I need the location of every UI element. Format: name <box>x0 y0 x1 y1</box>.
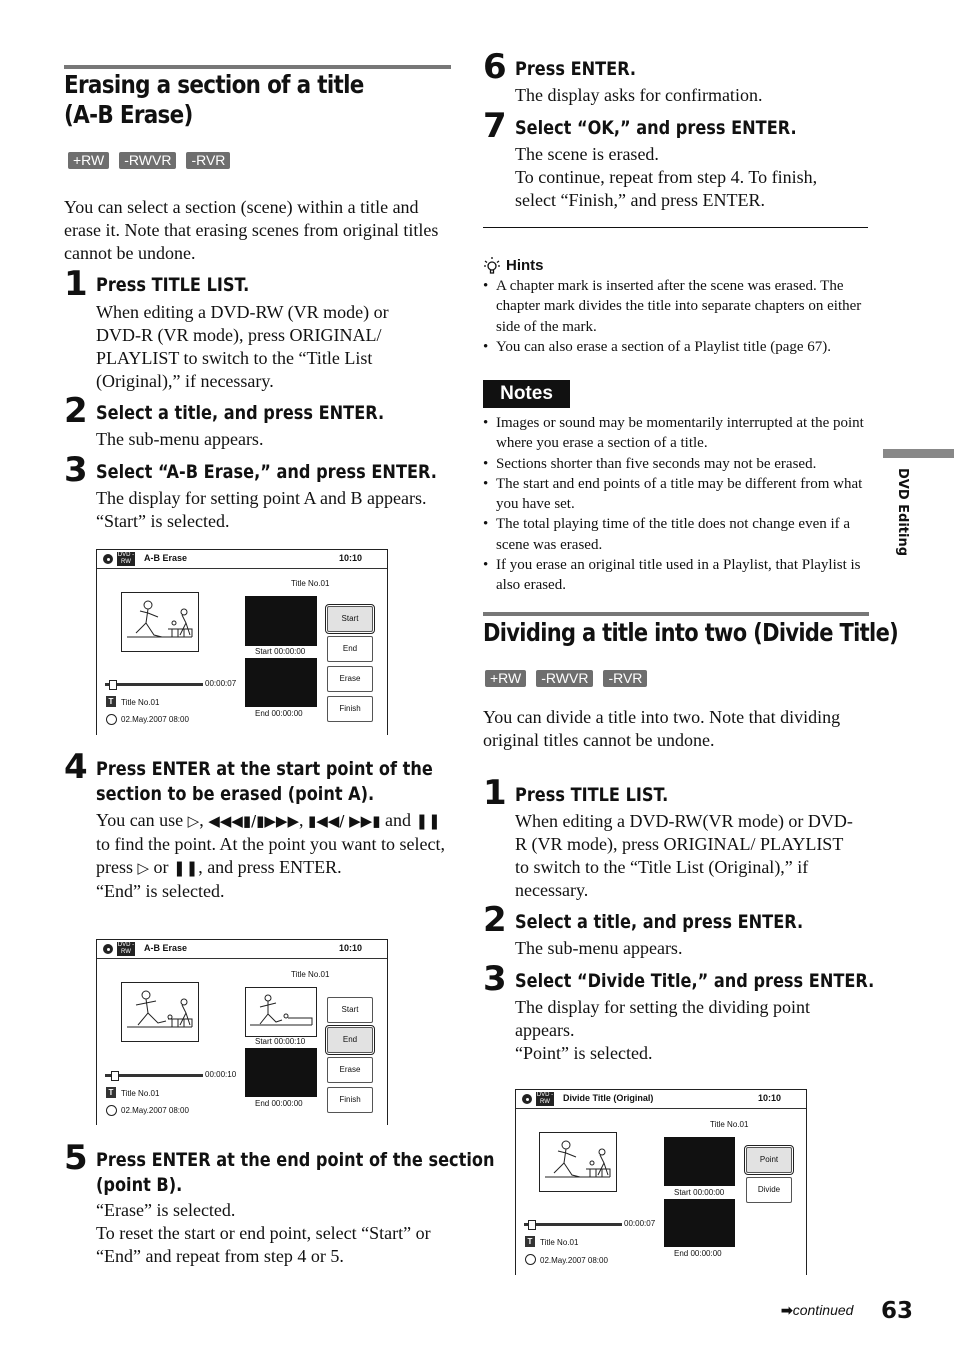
time-counter: 00:00:10 <box>205 1070 237 1079</box>
hints-header: Hints <box>483 255 544 275</box>
pause-icon: ❚❚ <box>415 812 441 830</box>
screen-title: Divide Title (Original) <box>563 1093 654 1103</box>
progress-bar <box>105 1074 203 1077</box>
start-button[interactable]: Start <box>327 997 373 1023</box>
step-body: When editing a DVD-RW(VR mode) or DVD-R (VR mode), press ORIGINAL/ PLAYLIST to switch to the “Title List (Original),” if necessary. <box>515 811 853 900</box>
section-title: Erasing a section of a title (A-B Erase) <box>64 70 364 129</box>
badge-r-vr: -RVR <box>603 670 647 687</box>
start-point-preview <box>664 1137 735 1186</box>
divide-button[interactable]: Divide <box>746 1177 792 1203</box>
end-point-preview <box>245 658 317 707</box>
step-body: You can use ▷, ◀◀◀▮/▮▶▶▶, ▮◀◀/ ▶▶▮ and ❚❚ to find the point. At the point you want to select, press ▷ or ❚❚, and press ENTER. “End” is selected. <box>96 810 445 901</box>
arrow-right-icon: ➡ <box>781 1302 793 1318</box>
screen-title: A-B Erase <box>144 943 188 953</box>
screen-title-bar <box>97 550 387 569</box>
step-heading: Select “OK,” and press ENTER. <box>515 117 797 139</box>
title-icon: T <box>106 1087 116 1098</box>
title-info: Title No.01 <box>121 698 160 707</box>
screen-clock: 10:10 <box>339 553 363 563</box>
step-body: The scene is erased. To continue, repeat from step 4. To finish, select “Finish,” and press ENTER. <box>515 144 818 210</box>
record-date: 02.May.2007 08:00 <box>121 1106 189 1115</box>
step-heading: Press TITLE LIST. <box>96 274 250 296</box>
preview-thumbnail <box>121 592 199 652</box>
title-info: Title No.01 <box>121 1089 160 1098</box>
end-point-preview <box>245 1048 317 1097</box>
soccer-player-image <box>246 988 316 1036</box>
step-heading: Select “Divide Title,” and press ENTER. <box>515 970 875 992</box>
screen-clock: 10:10 <box>758 1093 782 1103</box>
badge-rw-vr: -RWVR <box>119 152 176 169</box>
step-heading: Select a title, and press ENTER. <box>515 911 804 933</box>
clock-icon <box>106 714 117 725</box>
title-number: Title No.01 <box>291 579 330 588</box>
step-number: 5 <box>64 1138 88 1178</box>
chapter-tab <box>883 449 954 458</box>
dvd-rw-logo: DVD -RW <box>536 1092 554 1105</box>
step-heading: Press ENTER at the start point of the section to be erased (point A). <box>96 758 433 805</box>
badge-rw-vr: -RWVR <box>536 670 593 687</box>
end-point-label: End 00:00:00 <box>674 1249 722 1258</box>
step-number: 4 <box>64 747 88 787</box>
osd-screen-ab-erase-start <box>96 549 388 735</box>
step-number: 2 <box>64 391 88 431</box>
lightbulb-icon <box>483 255 501 275</box>
disc-icon <box>103 554 113 564</box>
disc-icon <box>522 1094 532 1104</box>
end-button[interactable]: End <box>327 636 373 662</box>
chapter-side-label: DVD Editing <box>895 468 910 557</box>
badge-r-vr: -RVR <box>186 152 230 169</box>
previous-next-icon: ▮◀◀/ ▶▶▮ <box>308 812 381 830</box>
dvd-rw-logo: DVD -RW <box>117 942 135 955</box>
step-heading: Press ENTER at the end point of the section (point B). <box>96 1149 495 1196</box>
play-icon: ▷ <box>187 812 200 830</box>
erase-button[interactable]: Erase <box>327 1057 373 1083</box>
rewind-fast-forward-icon: ◀◀◀▮/▮▶▶▶ <box>208 812 299 830</box>
disc-badges <box>68 152 230 169</box>
step-number: 6 <box>483 47 507 87</box>
step-heading: Press TITLE LIST. <box>515 784 669 806</box>
end-point-label: End 00:00:00 <box>255 709 303 718</box>
erase-button[interactable]: Erase <box>327 666 373 692</box>
disc-icon <box>103 944 113 954</box>
step-number: 1 <box>483 773 507 813</box>
end-button[interactable]: End <box>327 1027 373 1053</box>
start-point-label: Start 00:00:00 <box>255 647 306 656</box>
finish-button[interactable]: Finish <box>327 1087 373 1113</box>
hint-item: • A chapter mark is inserted after the scene was erased. The chapter mark divides the title into separate chapters on either side of the mark. <box>483 276 873 337</box>
soccer-player-image <box>122 593 198 651</box>
title-number: Title No.01 <box>291 970 330 979</box>
clock-icon <box>106 1105 117 1116</box>
preview-thumbnail <box>539 1132 617 1192</box>
end-point-label: End 00:00:00 <box>255 1099 303 1108</box>
step-heading: Select “A-B Erase,” and press ENTER. <box>96 461 437 483</box>
record-date: 02.May.2007 08:00 <box>540 1256 608 1265</box>
step-body: When editing a DVD-RW (VR mode) or DVD-R (VR mode), press ORIGINAL/ PLAYLIST to switch to the “Title List (Original),” if necessary. <box>96 302 389 391</box>
step-number: 7 <box>483 106 507 146</box>
step-body: The display asks for confirmation. <box>515 85 763 105</box>
start-point-label: Start 00:00:10 <box>255 1037 306 1046</box>
dvd-rw-logo: DVD -RW <box>117 552 135 565</box>
progress-knob[interactable] <box>109 680 117 690</box>
step-number: 2 <box>483 900 507 940</box>
divider <box>483 227 868 228</box>
step-body: The sub-menu appears. <box>515 938 683 958</box>
point-button[interactable]: Point <box>746 1147 792 1173</box>
clock-icon <box>525 1254 536 1265</box>
end-point-preview <box>664 1199 735 1247</box>
finish-button[interactable]: Finish <box>327 696 373 722</box>
step-heading: Press ENTER. <box>515 58 637 80</box>
step-body: The sub-menu appears. <box>96 429 264 449</box>
time-counter: 00:00:07 <box>624 1219 656 1228</box>
progress-knob[interactable] <box>528 1220 536 1230</box>
note-item: • The total playing time of the title does not change even if a scene was erased. <box>483 514 873 555</box>
step-body: The display for setting the dividing point appears. “Point” is selected. <box>515 997 810 1063</box>
start-button[interactable]: Start <box>327 606 373 632</box>
screen-title: A-B Erase <box>144 553 188 563</box>
intro-text: You can divide a title into two. Note that dividing original titles cannot be undone. <box>483 707 841 750</box>
notes-list <box>483 413 873 596</box>
section-rule <box>64 65 451 69</box>
continued-indicator: ➡continued <box>781 1302 854 1318</box>
hint-item: • You can also erase a section of a Playlist title (page 67). <box>483 337 873 357</box>
step-number: 1 <box>64 264 88 304</box>
start-point-label: Start 00:00:00 <box>674 1188 725 1197</box>
soccer-player-image <box>122 983 198 1041</box>
progress-bar <box>105 683 203 686</box>
title-icon: T <box>525 1236 535 1247</box>
start-point-preview <box>245 987 317 1037</box>
notes-badge: Notes <box>483 380 570 408</box>
badge-plus-rw: +RW <box>485 670 526 687</box>
osd-screen-ab-erase-end <box>96 939 388 1125</box>
hints-list <box>483 276 873 357</box>
start-point-preview <box>245 596 317 646</box>
note-item: • If you erase an original title used in a Playlist, that Playlist is also erased. <box>483 555 873 596</box>
intro-text: You can select a section (scene) within a title and erase it. Note that erasing scenes from original titles cannot be undone. <box>64 197 439 263</box>
step-body: “Erase” is selected. To reset the start or end point, select “Start” or “End” and repeat from step 4 or 5. <box>96 1200 431 1266</box>
progress-knob[interactable] <box>111 1071 119 1081</box>
step-number: 3 <box>64 450 88 490</box>
step-number: 3 <box>483 959 507 999</box>
title-icon: T <box>106 696 116 707</box>
play-icon: ▷ <box>137 859 150 877</box>
preview-thumbnail <box>121 982 199 1042</box>
section-rule <box>483 612 869 616</box>
step-heading: Select a title, and press ENTER. <box>96 402 385 424</box>
note-item: • Images or sound may be momentarily interrupted at the point where you erase a section of a title. <box>483 413 873 454</box>
progress-bar <box>524 1223 622 1226</box>
osd-screen-divide-title <box>515 1089 807 1275</box>
screen-title-bar <box>516 1090 806 1109</box>
screen-title-bar <box>97 940 387 959</box>
pause-icon: ❚❚ <box>173 859 199 877</box>
badge-plus-rw: +RW <box>68 152 109 169</box>
note-item: • The start and end points of a title may be different from what you have set. <box>483 474 873 515</box>
soccer-player-image <box>540 1133 616 1191</box>
title-info: Title No.01 <box>540 1238 579 1247</box>
title-number: Title No.01 <box>710 1120 749 1129</box>
screen-clock: 10:10 <box>339 943 363 953</box>
page-number: 63 <box>881 1298 914 1324</box>
note-item: • Sections shorter than five seconds may not be erased. <box>483 454 873 474</box>
step-body: The display for setting point A and B appears. “Start” is selected. <box>96 488 427 531</box>
disc-badges <box>485 670 647 687</box>
section-title: Dividing a title into two (Divide Title) <box>483 618 899 647</box>
time-counter: 00:00:07 <box>205 679 237 688</box>
record-date: 02.May.2007 08:00 <box>121 715 189 724</box>
